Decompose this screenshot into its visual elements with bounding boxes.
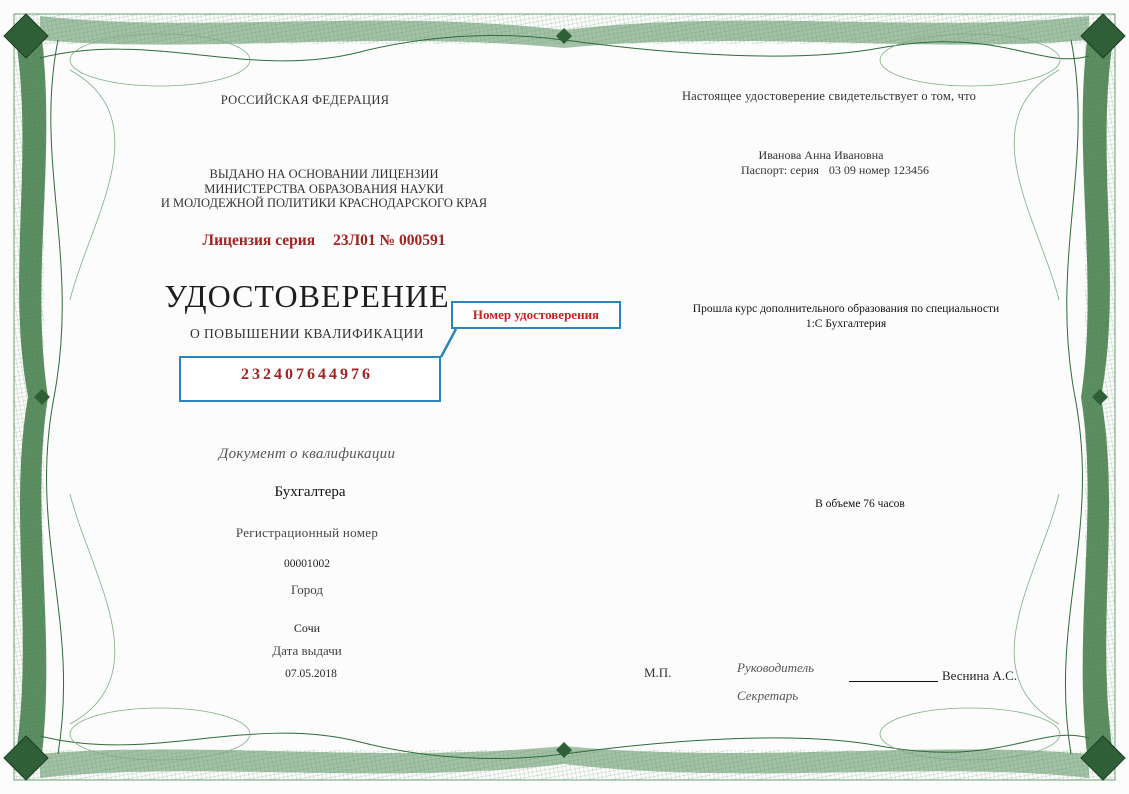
country-heading: РОССИЙСКАЯ ФЕДЕРАЦИЯ bbox=[220, 93, 390, 107]
passport-series: 03 09 bbox=[828, 163, 856, 177]
qualification-value: Бухгалтера bbox=[274, 484, 346, 500]
registration-label: Регистрационный номер bbox=[235, 525, 379, 540]
passport-label: Паспорт: серия bbox=[740, 163, 819, 177]
certificate-number: 232407644976 bbox=[241, 366, 373, 383]
issue-date-label: Дата выдачи bbox=[272, 643, 342, 658]
course-line: Прошла курс дополнительного образования по специальности bbox=[692, 303, 1000, 315]
license-series-label: Лицензия серия bbox=[202, 232, 316, 249]
callout-label: Номер удостоверения bbox=[472, 307, 600, 322]
document-title: УДОСТОВЕРЕНИЕ bbox=[164, 278, 450, 314]
head-label: Руководитель bbox=[737, 660, 815, 675]
license-number: 23Л01 № 000591 bbox=[333, 232, 446, 249]
signer-name: Веснина А.С. bbox=[942, 668, 1017, 683]
stamp-place: М.П. bbox=[644, 665, 672, 680]
secretary-label: Секретарь bbox=[737, 688, 799, 703]
signature-line bbox=[849, 681, 938, 682]
license-basis-line: МИНИСТЕРСТВА ОБРАЗОВАНИЯ НАУКИ bbox=[204, 181, 444, 196]
certifies-intro: Настоящее удостоверение свидетельствует о том, что bbox=[681, 89, 977, 103]
registration-number: 00001002 bbox=[284, 558, 330, 570]
license-basis-line: И МОЛОДЕЖНОЙ ПОЛИТИКИ КРАСНОДАРСКОГО КРАЯ bbox=[160, 196, 488, 210]
course-volume: В объеме 76 часов bbox=[815, 498, 905, 510]
passport-line bbox=[741, 163, 929, 178]
document-subtitle: О ПОВЫШЕНИИ КВАЛИФИКАЦИИ bbox=[189, 326, 425, 341]
city-value: Сочи bbox=[293, 621, 321, 635]
course-description bbox=[693, 302, 999, 332]
issue-date: 07.05.2018 bbox=[285, 668, 337, 680]
course-line: 1:С Бухгалтерия bbox=[805, 318, 887, 330]
license-basis-line: ВЫДАНО НА ОСНОВАНИИ ЛИЦЕНЗИИ bbox=[209, 167, 439, 181]
city-label: Город bbox=[290, 582, 324, 597]
passport-number: номер 123456 bbox=[858, 163, 930, 177]
qualification-document-label: Документ о квалификации bbox=[218, 446, 396, 462]
holder-name: Иванова Анна Ивановна bbox=[758, 148, 884, 162]
